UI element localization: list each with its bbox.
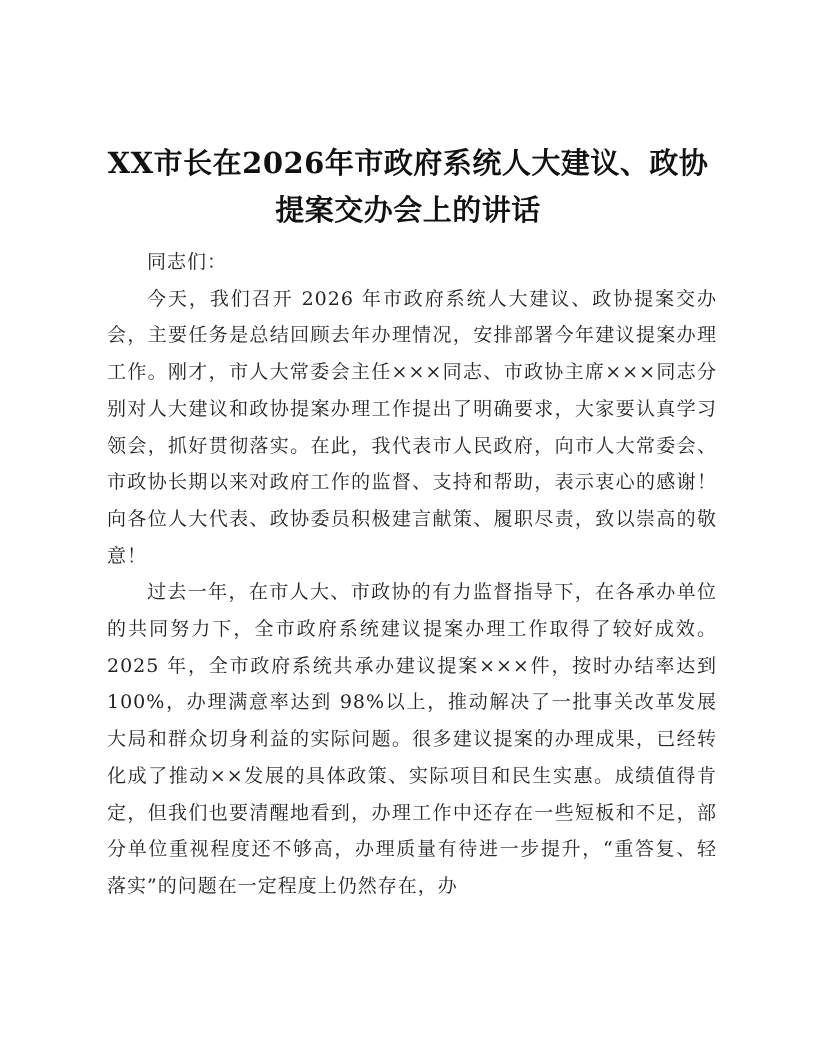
document-title-line-1: XX市长在2026年市政府系统人大建议、政协	[107, 146, 709, 180]
salutation: 同志们：	[147, 251, 228, 273]
paragraph-opening: 今天，我们召开 2026 年市政府系统人大建议、政协提案交办会，主要任务是总结回顾去年办理情况，安排部署今年建议提案办理工作。刚才，市人大常委会主任×××同志、市政协主席×××同志分别对人大建议和政协提案办理工作提出了明确要求，大家要认真学习领会，抓好贯彻落实。在此，我代表市人民政府，向市人大常委会、市政协长期以来对政府工作的监督、支持和帮助，表示衷心的感谢！向各位人大代表、政协委员积极建言献策、履职尽责，致以崇高的敬意！	[107, 287, 717, 567]
document-title-line-2: 提案交办会上的讲话	[275, 193, 541, 227]
document-body	[107, 244, 717, 905]
paragraph-review: 过去一年，在市人大、市政协的有力监督指导下，在各承办单位的共同努力下，全市政府系统建议提案办理工作取得了较好成效。2025 年，全市政府系统共承办建议提案×××件，按时办结率达到 100%，办理满意率达到 98%以上，推动解决了一批事关改革发展大局和群众切身利益的实际问题。很多建议提案的办理成果，已经转化成了推动××发展的具体政策、实际项目和民生实惠。成绩值得肯定，但我们也要清醒地看到，办理工作中还存在一些短板和不足，部分单位重视程度还不够高，办理质量有待进一步提升，“重答复、轻落实”的问题在一定程度上仍然存在，办	[107, 581, 717, 897]
